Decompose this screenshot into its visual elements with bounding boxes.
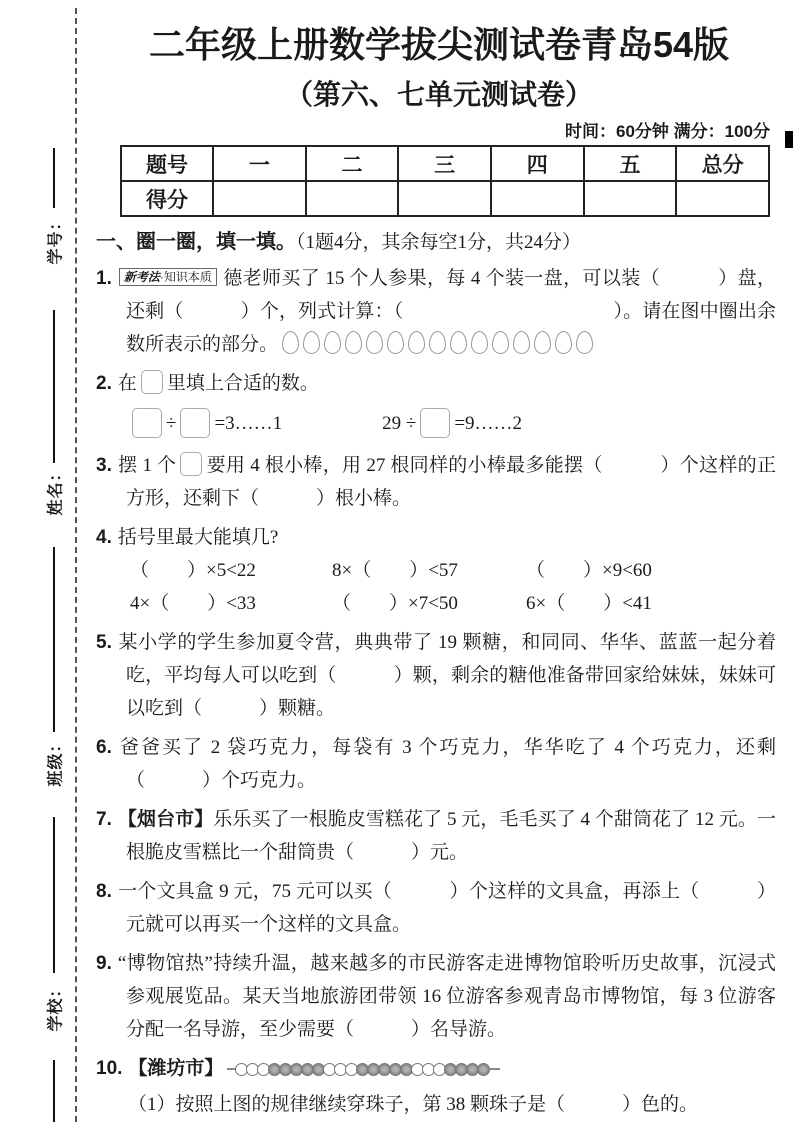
score-empty-cell [398, 181, 491, 216]
binding-dashed-line [75, 8, 77, 1122]
egg-shape [471, 331, 488, 354]
equation-rhs: =3……1 [214, 413, 283, 434]
fill-box [180, 408, 210, 438]
question-text: 某小学的学生参加夏令营，典典带了 19 颗糖，和同同、华华、蓝蓝一起分着吃，平均每人可以吃到（ ）颗，剩余的糖他准备带回家给妹妹，妹妹可以吃到（ ）颗糖。 [117, 632, 776, 719]
question-7 [96, 803, 776, 869]
question-number: 2. [96, 373, 112, 394]
class-label: 班级： [47, 735, 65, 787]
question-number: 8. [96, 881, 112, 902]
question-3 [96, 449, 776, 515]
score-table-header-cell: 五 [584, 146, 677, 181]
q2-equations [126, 405, 776, 443]
egg-shape [555, 331, 572, 354]
egg-shape [345, 331, 362, 354]
q2-equation-1 [128, 413, 282, 434]
score-label-cell: 得分 [121, 181, 213, 216]
egg-shape [303, 331, 320, 354]
egg-shape [513, 331, 530, 354]
student-id-label: 学号： [47, 213, 65, 265]
exam-body [96, 0, 782, 1121]
egg-shape [576, 331, 593, 354]
question-2 [96, 367, 776, 443]
question-number: 10. [96, 1058, 123, 1079]
egg-shape [534, 331, 551, 354]
egg-row [278, 334, 593, 355]
question-6 [96, 731, 776, 797]
fill-box [141, 370, 163, 394]
question-text: “博物馆热”持续升温，越来越多的市民游客走进博物馆聆听历史故事，沉浸式参观展览品。某天当地旅游团带领 16 位游客参观青岛市博物馆，每 3 位游客分配一名导游，至少需要（ ）名导游。 [117, 953, 776, 1040]
question-8 [96, 875, 776, 941]
question-text: 德老师买了 15 个人参果，每 4 个装一盘，可以装（ ）盘，还剩（ ）个，列式计算：（ ）。请在图中圈出余数所表示的部分。 [126, 268, 776, 355]
city-tag: 【烟台市】 [117, 809, 214, 830]
question-number: 4. [96, 527, 112, 548]
equation-lhs: 29 ÷ [382, 413, 417, 434]
question-text: 乐乐买了一根脆皮雪糕花了 5 元，毛毛买了 4 个甜筒花了 12 元。一根脆皮雪糕比一个甜筒贵（ ）元。 [126, 809, 776, 863]
question-text: 里填上合适的数。 [166, 373, 319, 394]
fill-box [132, 408, 162, 438]
bead-string [227, 1052, 500, 1085]
badge-rest-text: ·知识本质 [159, 270, 212, 284]
writing-line [53, 817, 55, 973]
egg-shape [450, 331, 467, 354]
egg-shape [366, 331, 383, 354]
question-number: 6. [96, 737, 112, 758]
egg-shape [429, 331, 446, 354]
q2-equation-2 [382, 413, 522, 434]
q4-expression-row-2 [126, 587, 776, 620]
city-tag: 【潍坊市】 [128, 1058, 224, 1079]
registration-mark [785, 131, 793, 148]
section-heading-text: 一、圈一圈，填一填。 [96, 231, 296, 253]
score-empty-cell [584, 181, 677, 216]
egg-shape [387, 331, 404, 354]
expression: 4×（ ）<33 [130, 593, 256, 614]
score-table-header-cell: 总分 [676, 146, 769, 181]
fill-box [420, 408, 450, 438]
score-table-score-row [121, 181, 769, 216]
question-text: 一个文具盒 9 元，75 元可以买（ ）个这样的文具盒，再添上（ ）元就可以再买一个这样的文具盒。 [117, 881, 776, 935]
score-empty-cell [676, 181, 769, 216]
question-number: 1. [96, 268, 112, 289]
score-table-header-cell: 一 [213, 146, 306, 181]
score-empty-cell [306, 181, 399, 216]
student-name-label: 姓名： [47, 464, 65, 516]
question-9 [96, 947, 776, 1046]
expression: （ ）×5<22 [130, 560, 256, 581]
egg-shape [408, 331, 425, 354]
exam-meta: 时间：60分钟 满分：100分 [565, 122, 770, 141]
egg-shape [324, 331, 341, 354]
score-table-header-cell: 题号 [121, 146, 213, 181]
question-text: 爸爸买了 2 袋巧克力，每袋有 3 个巧克力，华华吃了 4 个巧克力，还剩（ ）个巧克力。 [117, 737, 776, 791]
egg-shape [492, 331, 509, 354]
page-subtitle: （第六、七单元测试卷） [284, 79, 593, 110]
question-number: 7. [96, 809, 112, 830]
writing-line [53, 547, 55, 732]
exam-method-badge [119, 268, 217, 286]
question-4 [96, 521, 776, 620]
equation-rhs: =9……2 [454, 413, 523, 434]
question-10-sub-1: （1）按照上图的规律继续穿珠子，第 38 颗珠子是（ ）色的。 [128, 1094, 699, 1115]
question-text: 要用 4 根小棒，用 27 根同样的小棒最多能摆（ ）个这样的正方形，还剩下（ ）根小棒。 [126, 455, 776, 509]
score-empty-cell [213, 181, 306, 216]
badge-bold-text: 新考法 [123, 270, 160, 284]
expression: 6×（ ）<41 [526, 593, 652, 614]
question-number: 9. [96, 953, 112, 974]
page-title: 二年级上册数学拔尖测试卷青岛54版 [148, 24, 730, 65]
school-label: 学校： [47, 980, 65, 1032]
question-text: 在 [117, 373, 137, 394]
question-10 [96, 1052, 776, 1121]
score-table-header-cell: 二 [306, 146, 399, 181]
question-text: 摆 1 个 [117, 455, 177, 476]
fill-box [180, 452, 202, 476]
score-table-header-cell: 三 [398, 146, 491, 181]
expression: （ ）×7<50 [332, 593, 458, 614]
question-1 [96, 262, 776, 361]
question-number: 3. [96, 455, 112, 476]
question-number: 5. [96, 632, 112, 653]
question-5 [96, 626, 776, 725]
writing-line [53, 1060, 55, 1122]
expression: （ ）×9<60 [526, 560, 652, 581]
writing-line [53, 148, 55, 208]
q4-expression-row-1 [126, 554, 776, 587]
score-table [120, 145, 770, 217]
writing-line [53, 310, 55, 463]
section-heading-note: （1题4分，其余每空1分，共24分） [296, 232, 582, 253]
score-table-header-row [121, 146, 769, 181]
egg-shape [282, 331, 299, 354]
bead-gray [477, 1063, 490, 1076]
score-table-header-cell: 四 [491, 146, 584, 181]
question-text: 括号里最大能填几? [117, 527, 279, 548]
score-empty-cell [491, 181, 584, 216]
section-one-heading [96, 229, 782, 256]
equation-operator: ÷ [166, 413, 177, 434]
expression: 8×（ ）<57 [332, 560, 458, 581]
